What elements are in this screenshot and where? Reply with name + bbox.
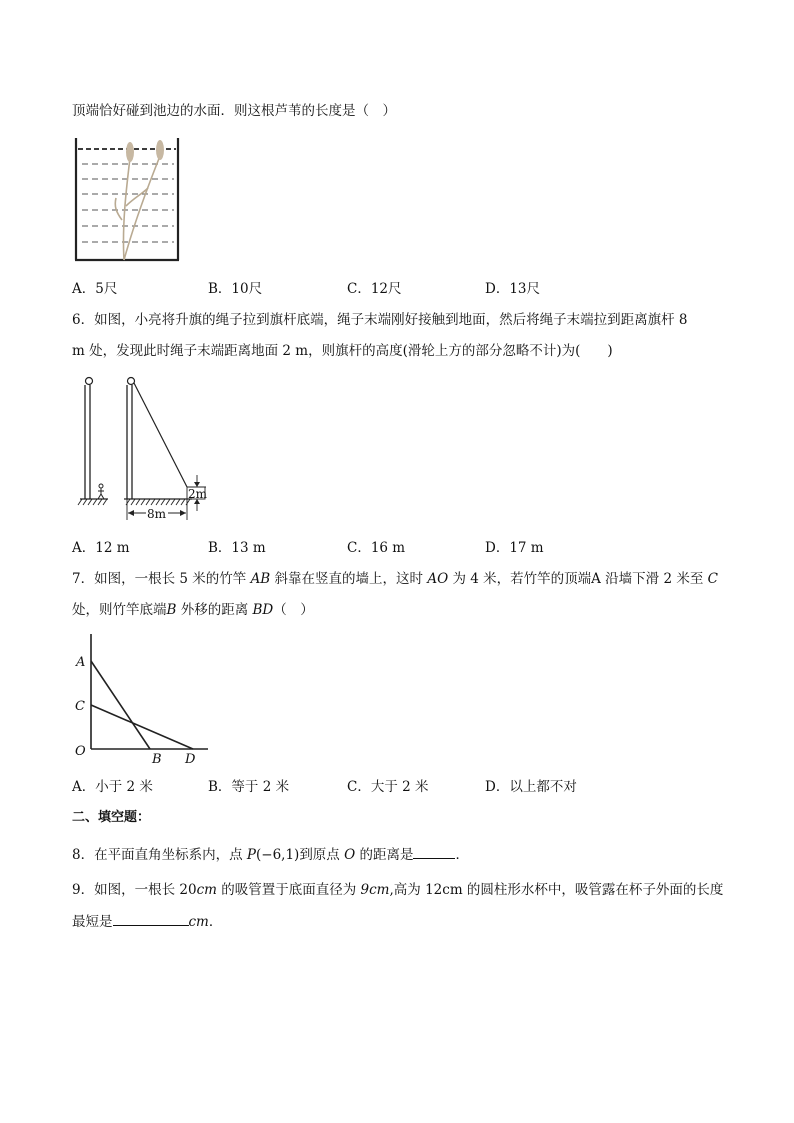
label-o: O [75,744,86,759]
q7-option-c[interactable]: C．大于 2 米 [347,779,429,795]
q7-stem-line2: 处，则竹竿底端B 外移的距离 BD（ ） [72,602,314,618]
label-c: C [75,699,85,714]
reed-pond-figure [72,136,184,264]
q5-stem: 顶端恰好碰到池边的水面．则这根芦苇的长度是（ ） [72,103,396,119]
q6-stem-line1: 6．如图，小亮将升旗的绳子拉到旗杆底端，绳子末端刚好接触到地面，然后将绳子末端拉到距离旗杆 8 [72,312,688,328]
segment-cd [91,705,193,749]
q9-answer-blank[interactable] [113,911,189,926]
segment-ab [91,661,150,749]
q7-option-d[interactable]: D．以上都不对 [485,779,577,795]
q5-option-d[interactable]: D．13尺 [485,281,541,297]
pulley-right [128,378,135,385]
label-a: A [76,655,86,670]
q6-option-b[interactable]: B．13 m [208,540,266,556]
pulley-left [86,378,93,385]
q8-stem: 8．在平面直角坐标系内，点 P(−6,1)到原点 O 的距离是 ． [72,844,469,865]
label-2m: 2m [188,487,208,501]
q5-option-a[interactable]: A．5尺 [72,281,118,297]
label-b: B [152,752,162,767]
label-d: D [185,752,196,767]
q7-stem-line1: 7．如图，一根长 5 米的竹竿 AB 斜靠在竖直的墙上，这时 AO 为 4 米，若竹竿的顶端A 沿墙下滑 2 米至 C [72,571,718,587]
q6-option-d[interactable]: D．17 m [485,540,544,556]
q9-stem-line2: 最短是 cm． [72,911,222,932]
q7-option-a[interactable]: A．小于 2 米 [72,779,153,795]
q6-stem-line2: m 处，发现此时绳子末端距离地面 2 m，则旗杆的高度(滑轮上方的部分忽略不计)为( ) [72,343,613,359]
reed-plant [115,156,160,260]
section-title-fill-in: 二、填空题： [72,810,151,825]
person-icon [98,484,104,499]
q5-option-b[interactable]: B．10尺 [208,281,263,297]
reed-head-right [156,140,164,160]
q5-option-c[interactable]: C．12尺 [347,281,402,297]
bamboo-ladder-figure [72,630,217,770]
rope [134,383,187,487]
flagpole-figure [80,375,220,525]
q6-option-c[interactable]: C．16 m [347,540,406,556]
q9-stem-line1: 9．如图，一根长 20cm 的吸管置于底面直径为 9cm,高为 12cm 的圆柱形水杯中，吸管露在杯子外面的长度 [72,882,724,898]
label-8m: 8m [147,507,167,521]
reed-head-left [126,142,134,162]
q7-option-b[interactable]: B．等于 2 米 [208,779,290,795]
q6-option-a[interactable]: A．12 m [72,540,130,556]
q8-answer-blank[interactable] [413,844,455,859]
